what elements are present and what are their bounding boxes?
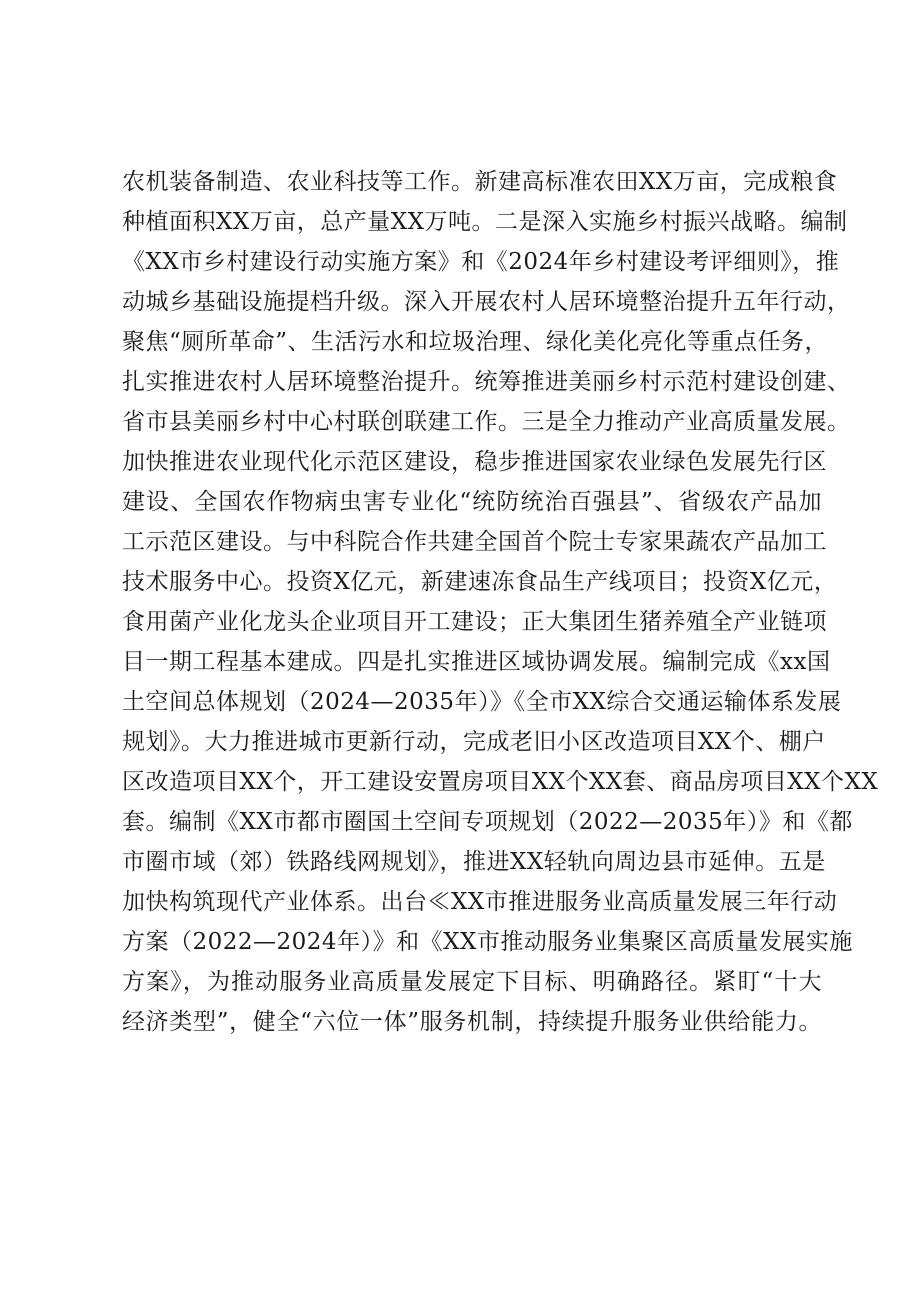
text-line: 市圈市域（郊）铁路线网规划》，推进XX轻轨向周边县市延伸。五是	[122, 849, 826, 875]
text-line: 技术服务中心。投资X亿元，新建速冻食品生产线项目；投资X亿元，	[122, 569, 838, 595]
text-line: 省市县美丽乡村中心村联创联建工作。三是全力推动产业高质量发展。	[122, 409, 851, 435]
text-line: 套。编制《XX市都市圈国土空间专项规划（2022—2035年）》和《都	[122, 809, 853, 835]
text-line: 《XX市乡村建设行动实施方案》和《2024年乡村建设考评细则》，推	[122, 249, 840, 275]
text-line: 方案（2022—2024年）》和《XX市推动服务业集聚区高质量发展实施	[122, 929, 853, 955]
text-line: 聚焦“厕所革命”、生活污水和垃圾治理、绿化美化亮化等重点任务，	[122, 329, 829, 355]
text-line: 工示范区建设。与中科院合作共建全国首个院士专家果蔬农产品加工	[122, 529, 827, 555]
text-line: 动城乡基础设施提档升级。深入开展农村人居环境整治提升五年行动，	[122, 289, 851, 315]
text-line: 经济类型”，健全“六位一体”服务机制，持续提升服务业供给能力。	[122, 1009, 822, 1035]
text-line: 建设、全国农作物病虫害专业化“统防统治百强县”、省级农产品加	[122, 489, 822, 515]
text-line: 种植面积XX万亩，总产量XX万吨。二是深入实施乡村振兴战略。编制	[122, 209, 848, 235]
body-paragraph	[122, 162, 879, 1042]
text-line: 扎实推进农村人居环境整治提升。统筹推进美丽乡村示范村建设创建、	[122, 369, 851, 395]
text-line: 规划》。大力推进城市更新行动，完成老旧小区改造项目XX个、棚户	[122, 729, 826, 755]
text-line: 食用菌产业化龙头企业项目开工建设；正大集团生猪养殖全产业链项	[122, 609, 827, 635]
text-line: 目一期工程基本建成。四是扎实推进区域协调发展。编制完成《xx国	[122, 649, 831, 675]
text-line: 方案》，为推动服务业高质量发展定下目标、明确路径。紧盯“十大	[122, 969, 822, 995]
text-line: 土空间总体规划（2024—2035年）》《全市XX综合交通运输体系发展	[122, 689, 842, 715]
text-line: 加快构筑现代产业体系。出台≪XX市推进服务业高质量发展三年行动	[122, 889, 838, 915]
text-line: 加快推进农业现代化示范区建设，稳步推进国家农业绿色发展先行区	[122, 449, 827, 475]
text-line: 农机装备制造、农业科技等工作。新建高标准农田XX万亩，完成粮食	[122, 169, 838, 195]
text-line: 区改造项目XX个，开工建设安置房项目XX个XX套、商品房项目XX个XX	[122, 769, 879, 795]
